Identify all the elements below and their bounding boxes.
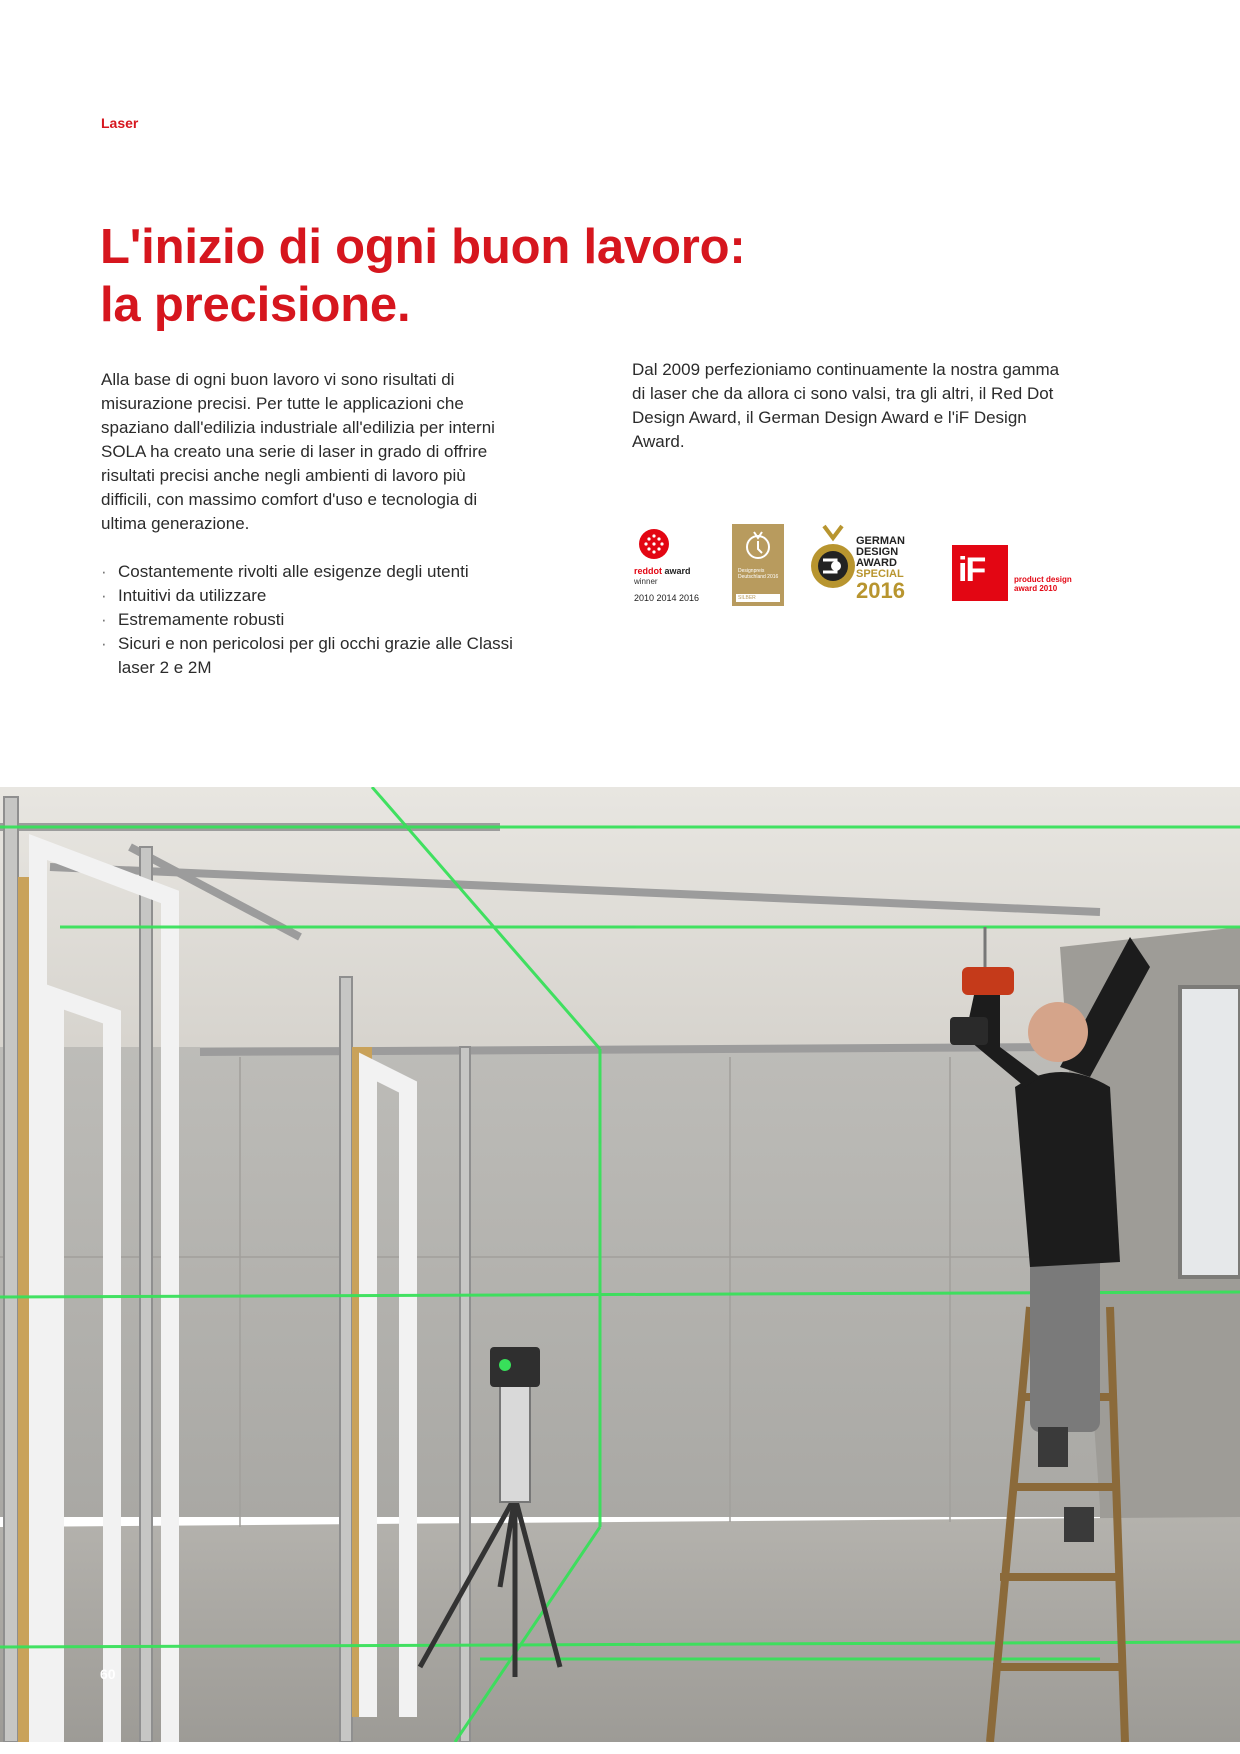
page-title-line-1: L'inizio di ogni buon lavoro: [100, 220, 746, 274]
feature-list [101, 560, 541, 680]
page-number: 60 [100, 1666, 116, 1682]
page-title-line-2: la precisione. [100, 278, 411, 332]
designpreis-award-logo [732, 524, 784, 606]
feature-item: · Sicuri e non pericolosi per gli occhi grazie alle Classi laser 2 e 2M [101, 632, 541, 680]
german-design-award-logo [810, 520, 928, 610]
if-logo-text: iF [958, 551, 985, 589]
feature-item: · Costantemente rivolti alle esigenze degli utenti [101, 560, 541, 584]
feature-item: · Intuitivi da utilizzare [101, 584, 541, 608]
designpreis-footer: SILBER [736, 594, 780, 602]
section-label: Laser [101, 115, 139, 131]
reddot-winner: winner [634, 577, 658, 586]
construction-site-photo [0, 787, 1240, 1742]
reddot-award-logo [632, 520, 712, 605]
german-design-award-emblem-icon [810, 522, 856, 602]
reddot-label: reddot award [634, 566, 691, 576]
feature-item: · Estremamente robusti [101, 608, 541, 632]
page-title [100, 218, 745, 334]
intro-paragraph-right: Dal 2009 perfezioniamo continuamente la nostra gamma di laser che da allora ci sono valsi, tra gli altri, il Red Dot Design Award, il German Design Award e l'iF Design Award. [632, 360, 1060, 451]
reddot-icon [634, 524, 674, 564]
designpreis-medal-icon [732, 524, 784, 566]
designpreis-text: Designpreis Deutschland 2016 [738, 568, 779, 580]
intro-paragraph-left: Alla base di ogni buon lavoro vi sono risultati di misurazione precisi. Per tutte le applicazioni che spaziano dall'edilizia industriale all'edilizia per interni SOLA ha creato una serie di laser in grado di offrire risultati precisi anche negli ambienti di lavoro più difficili, con massimo comfort d'uso e tecnologia di ultima generazione. [101, 370, 495, 533]
reddot-years: 2010 2014 2016 [634, 593, 700, 603]
if-award-caption: product design award 2010 [1014, 575, 1072, 593]
if-award-logo [952, 545, 1008, 601]
laser-scene-illustration [0, 787, 1240, 1742]
awards-row [630, 520, 1080, 610]
german-design-award-text: GERMAN DESIGN AWARD SPECIAL 2016 [856, 535, 905, 603]
